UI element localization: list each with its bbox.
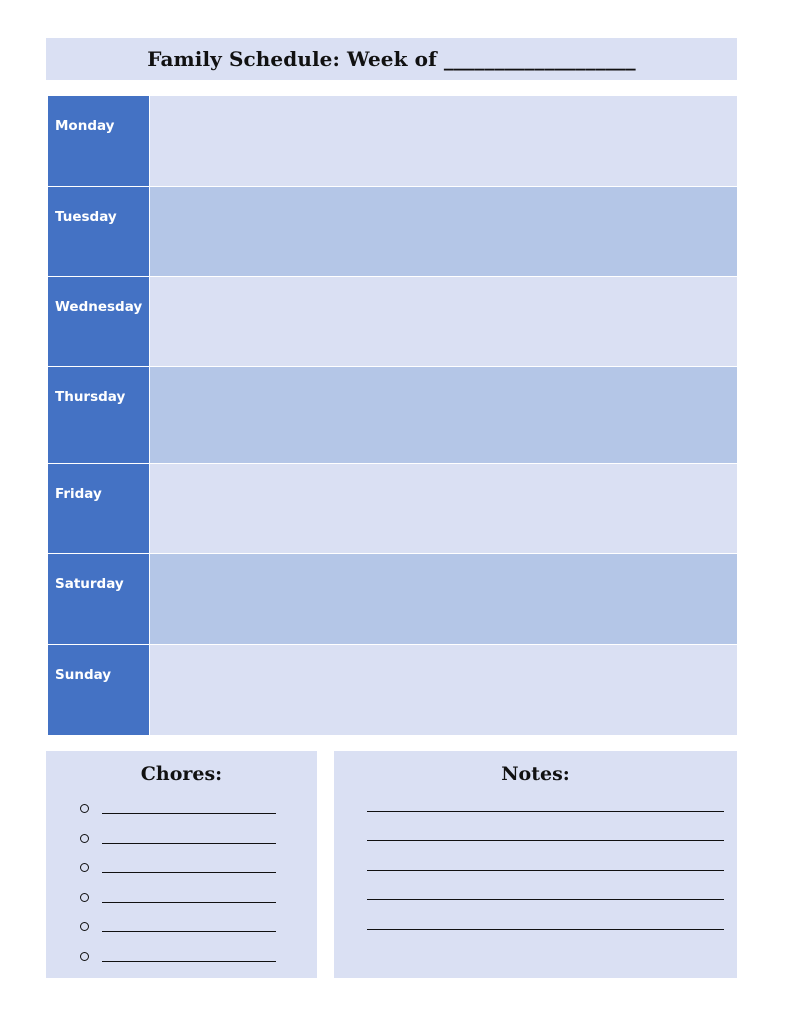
day-cell-tuesday[interactable] — [150, 187, 737, 276]
chore-blank-line — [102, 872, 276, 873]
notes-panel — [334, 751, 737, 978]
circle-bullet-icon — [80, 863, 89, 872]
day-cell-monday[interactable] — [150, 96, 737, 186]
note-blank-line[interactable] — [367, 929, 724, 930]
chore-blank-line — [102, 843, 276, 844]
chore-item[interactable] — [80, 890, 280, 912]
day-row-sunday — [48, 645, 737, 735]
day-cell-sunday[interactable] — [150, 645, 737, 735]
day-cell-friday[interactable] — [150, 464, 737, 553]
note-blank-line[interactable] — [367, 840, 724, 841]
day-cell-wednesday[interactable] — [150, 277, 737, 366]
circle-bullet-icon — [80, 952, 89, 961]
note-blank-line[interactable] — [367, 899, 724, 900]
day-row-saturday — [48, 554, 737, 645]
day-label-tuesday: Tuesday — [48, 187, 150, 276]
notes-title: Notes: — [501, 763, 570, 785]
circle-bullet-icon — [80, 804, 89, 813]
chore-blank-line — [102, 931, 276, 932]
day-row-monday — [48, 96, 737, 187]
chore-blank-line — [102, 902, 276, 903]
day-label-friday: Friday — [48, 464, 150, 553]
note-blank-line[interactable] — [367, 870, 724, 871]
weekly-schedule — [48, 96, 737, 735]
day-label-sunday: Sunday — [48, 645, 150, 735]
chore-blank-line — [102, 961, 276, 962]
day-cell-thursday[interactable] — [150, 367, 737, 463]
day-row-tuesday — [48, 187, 737, 277]
chores-panel — [46, 751, 317, 978]
day-label-thursday: Thursday — [48, 367, 150, 463]
day-label-saturday: Saturday — [48, 554, 150, 644]
chores-title: Chores: — [140, 763, 223, 785]
chore-item[interactable] — [80, 919, 280, 941]
circle-bullet-icon — [80, 893, 89, 902]
day-label-wednesday: Wednesday — [48, 277, 150, 366]
circle-bullet-icon — [80, 922, 89, 931]
chore-item[interactable] — [80, 949, 280, 971]
day-label-monday: Monday — [48, 96, 150, 186]
header-banner — [46, 38, 737, 80]
day-cell-saturday[interactable] — [150, 554, 737, 644]
page-title: Family Schedule: Week of ___________________ — [147, 47, 636, 71]
chore-blank-line — [102, 813, 276, 814]
circle-bullet-icon — [80, 834, 89, 843]
day-row-thursday — [48, 367, 737, 464]
day-row-wednesday — [48, 277, 737, 367]
chore-item[interactable] — [80, 831, 280, 853]
note-blank-line[interactable] — [367, 811, 724, 812]
day-row-friday — [48, 464, 737, 554]
chore-item[interactable] — [80, 801, 280, 823]
chore-item[interactable] — [80, 860, 280, 882]
